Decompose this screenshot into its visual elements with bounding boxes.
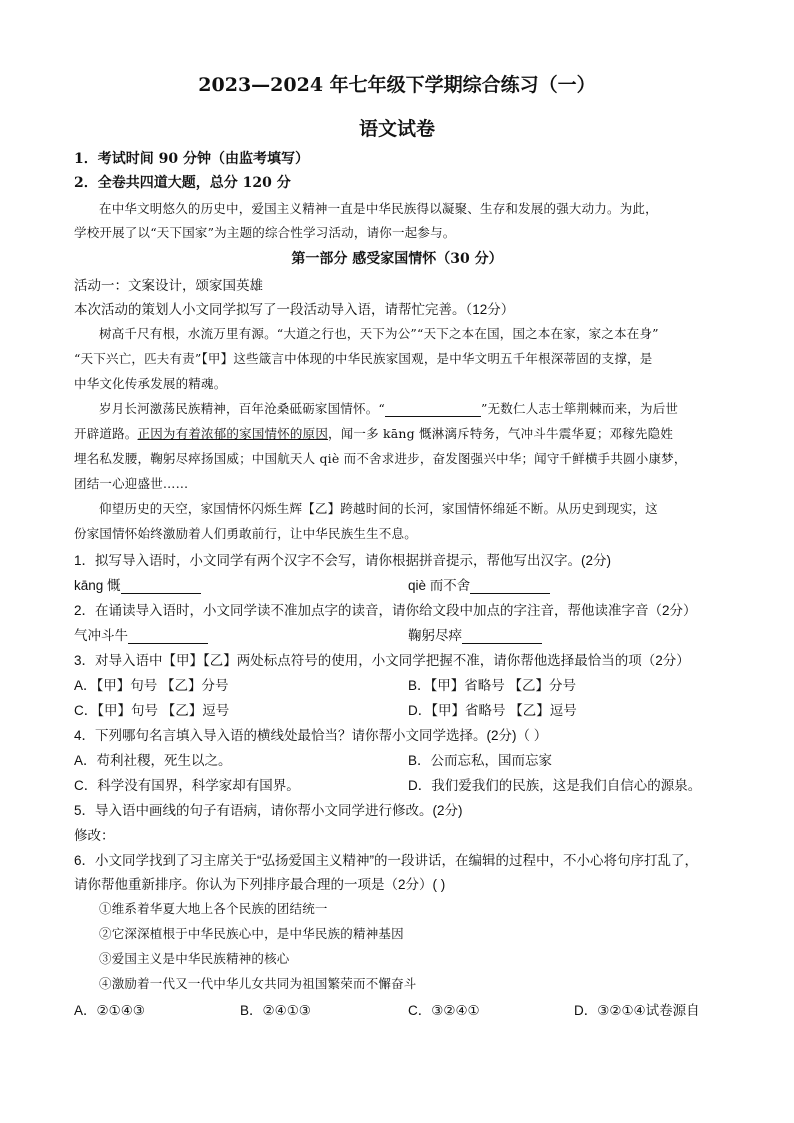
intro-line: 学校开展了以“天下国家”为主题的综合性学习活动，请你一起参与。 [74, 225, 456, 240]
passage-line [74, 424, 673, 442]
passage-text: 开辟道路。 [74, 426, 138, 441]
activity-heading: 活动一：文案设计，颂家国英雄 [74, 278, 263, 293]
question-3: 3．对导入语中【甲】【乙】两处标点符号的使用，小文同学把握不准，请你帮他选择最恰当的项（2分） [74, 653, 690, 668]
passage-line: 树高千尺有根，水流万里有源。“大道之行也，天下为公”“天下之本在国，国之本在家，家之本在身” [99, 326, 659, 341]
passage-text: 岁月长河激荡民族精神，百年沧桑砥砺家国情怀。“ [99, 401, 385, 416]
word-prompt: 鞠躬尽瘁 [408, 628, 462, 643]
section-heading: 第一部分 感受家国情怀（30 分） [291, 251, 503, 267]
exam-subtitle: 语文试卷 [358, 118, 435, 140]
answer-blank[interactable] [121, 579, 201, 594]
question-6: 6．小文同学找到了习主席关于“弘扬爱国主义精神”的一段讲话，在编辑的过程中，不小心将句序打乱了， [74, 853, 698, 868]
question-4: 4．下列哪句名言填入导入语的横线处最恰当？请你帮小文同学选择。(2分)（ ） [74, 728, 548, 743]
note-time: 1．考试时间 90 分钟（由监考填写） [74, 151, 309, 167]
option-a[interactable]: A．②①④③ [74, 1003, 145, 1018]
option-c[interactable]: C．【甲】句号 【乙】逗号 [74, 703, 230, 718]
option-b[interactable]: B．②④①③ [240, 1003, 311, 1018]
question-2: 2．在诵读导入语时，小文同学读不准加点字的读音，请你给文段中加点的字注音，帮他读准字音（2分） [74, 603, 697, 618]
sentence-item: ①维系着华夏大地上各个民族的团结统一 [99, 901, 328, 916]
underlined-sentence: 正因为有着浓郁的家国情怀的原因 [137, 426, 329, 441]
exam-title: 2023—2024 年七年级下学期综合练习（一） [198, 74, 596, 96]
question-1: 1．拟写导入语时，小文同学有两个汉字不会写，请你根据拼音提示，帮他写出汉字。(2分) [74, 553, 612, 568]
sentence-item: ②它深深植根于中华民族心中，是中华民族的精神基因 [99, 926, 404, 941]
answer-blank[interactable] [462, 629, 542, 644]
note-score: 2．全卷共四道大题，总分 120 分 [74, 175, 291, 191]
passage-line: 埋名私发腰，鞠躬尽瘁扬国威；中国航天人 qiè 而不舍求进步，奋发图强兴中华；闻守千鲜横手共圆小康梦， [74, 451, 687, 466]
option-b[interactable]: B．【甲】省略号 【乙】分号 [408, 678, 577, 693]
answer-row [74, 624, 208, 644]
passage-line: “天下兴亡，匹夫有责”【甲】这些箴言中体现的中华民族家国观，是中华文明五千年根深蒂固的支撑，是 [74, 351, 653, 366]
answer-row [408, 574, 550, 594]
option-a[interactable]: A．【甲】句号 【乙】分号 [74, 678, 229, 693]
option-c[interactable]: C．③②④① [408, 1003, 480, 1018]
pinyin-prompt: kāng 慨 [74, 578, 121, 593]
passage-line [99, 399, 678, 417]
question-5: 5．导入语中画线的句子有语病，请你帮小文同学进行修改。(2分) [74, 803, 463, 818]
option-d[interactable]: D．【甲】省略号 【乙】逗号 [408, 703, 577, 718]
answer-blank[interactable] [128, 629, 208, 644]
intro-line: 在中华文明悠久的历史中，爱国主义精神一直是中华民族得以凝聚、生存和发展的强大动力。为此， [99, 201, 658, 216]
passage-line: 团结一心迎盛世…… [74, 476, 189, 491]
option-b[interactable]: B．公而忘私，国而忘家 [408, 753, 553, 768]
passage-text: ”无数仁人志士筚荆棘而来，为后世 [481, 401, 679, 416]
passage-line: 仰望历史的天空，家国情怀闪烁生辉【乙】跨越时间的长河，家国情怀绵延不断。从历史到现实，这 [99, 501, 658, 516]
option-a[interactable]: A．苟利社稷，死生以之。 [74, 753, 232, 768]
answer-row [74, 574, 201, 594]
quote-blank [385, 402, 481, 417]
question-6-cont: 请你帮他重新排序。你认为下列排序最合理的一项是（2分）( ) [74, 877, 446, 892]
answer-blank[interactable] [470, 579, 550, 594]
option-d[interactable]: D．我们爱我们的民族，这是我们自信心的源泉。 [408, 778, 702, 793]
answer-row [408, 624, 542, 644]
option-c[interactable]: C．科学没有国界，科学家却有国界。 [74, 778, 300, 793]
word-prompt: 气冲斗牛 [74, 628, 128, 643]
activity-description: 本次活动的策划人小文同学拟写了一段活动导入语，请帮忙完善。（12分） [74, 302, 515, 317]
revision-label[interactable]: 修改： [74, 828, 115, 843]
pinyin-prompt: qiè 而不舍 [408, 578, 471, 593]
passage-line: 份家国情怀始终激励着人们勇敢前行，让中华民族生生不息。 [74, 526, 417, 541]
passage-text: ，闻一多 kāng 慨淋漓斥特务，气冲斗牛震华夏；邓稼先隐姓 [328, 426, 674, 441]
sentence-item: ③爱国主义是中华民族精神的核心 [99, 951, 290, 966]
sentence-item: ④激励着一代又一代中华儿女共同为祖国繁荣而不懈奋斗 [99, 976, 417, 991]
passage-line: 中华文化传承发展的精魂。 [74, 376, 227, 391]
option-d[interactable]: D．③②①④试卷源自 [574, 1003, 700, 1018]
